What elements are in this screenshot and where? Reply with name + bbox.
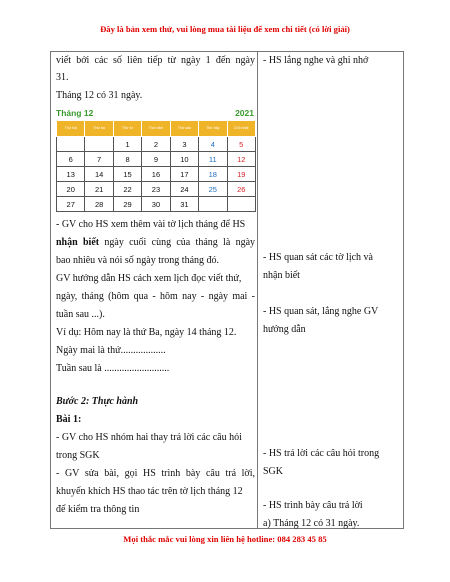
calendar-week-row [57,137,256,152]
calendar-day-cell: 27 [57,197,85,212]
calendar-day-cell: 17 [170,167,198,182]
calendar-day-cell: 19 [227,167,255,182]
text-line: viết bởi các số liên tiếp từ ngày 1 đến ngày [56,55,255,66]
calendar-weekday-header: Thứ hai [57,121,85,137]
text-line: GV hướng dẫn HS cách xem lịch đọc viết thứ, [56,273,242,284]
text-line: bao nhiêu và nói số ngày trong tháng đó. [56,255,220,266]
calendar-day-cell [85,137,113,152]
calendar-day-cell: 26 [227,182,255,197]
text-line: Tháng 12 có 31 ngày. [56,90,143,101]
calendar-day-cell: 31 [170,197,198,212]
calendar-day-cell: 24 [170,182,198,197]
calendar-day-cell: 13 [57,167,85,182]
calendar-day-cell: 28 [85,197,113,212]
calendar-day-cell: 12 [227,152,255,167]
calendar-day-cell: 4 [199,137,227,152]
text-line: Tuần sau là .......................... [56,363,170,374]
calendar-day-cell: 1 [113,137,141,152]
calendar-day-cell [227,197,255,212]
calendar-day-cell: 2 [142,137,170,152]
text-line: a) Tháng 12 có 31 ngày. [263,518,360,529]
text-line: ngày, tháng (hôm qua - hôm nay - ngày mai - [56,291,255,302]
text-line: hướng dẫn [263,324,306,335]
text-line: Ngày mai là thứ.................. [56,345,166,356]
calendar-day-cell: 20 [57,182,85,197]
text-line: khuyến khích HS thao tác trên tờ lịch tháng 12 [56,486,243,497]
text-line: Ví dụ: Hôm nay là thứ Ba, ngày 14 tháng 12. [56,327,237,338]
calendar-day-cell: 3 [170,137,198,152]
text-line: - GV cho HS xem thêm vài tờ lịch tháng để HS [56,219,246,230]
preview-banner: Đây là bản xem thử, vui lòng mua tài liệu để xem chi tiết (có lời giải) [100,24,350,34]
text-line: - HS quan sát các tờ lịch và [263,252,373,263]
calendar-day-cell: 15 [113,167,141,182]
calendar-day-cell [199,197,227,212]
calendar-day-cell: 5 [227,137,255,152]
lesson-table [50,51,404,529]
calendar-day-cell: 6 [57,152,85,167]
text-line: SGK [263,466,284,477]
calendar-day-cell: 25 [199,182,227,197]
calendar-day-cell [57,137,85,152]
calendar-day-cell: 14 [85,167,113,182]
text-line: để kiểm tra thông tin [56,504,140,515]
calendar-day-cell: 9 [142,152,170,167]
calendar-year-label: 2021 [235,108,254,118]
calendar-december [56,108,256,212]
calendar-day-cell: 23 [142,182,170,197]
calendar-day-cell: 11 [199,152,227,167]
exercise-heading: Bài 1: [56,414,82,425]
hotline-banner: Mọi thắc mắc vui lòng xin liên hệ hotline: 084 283 45 85 [123,534,327,544]
text-line: - HS trình bày câu trả lời [263,500,363,511]
calendar-day-cell: 7 [85,152,113,167]
text-line: - HS lắng nghe và ghi nhớ [263,55,369,66]
calendar-weekday-header: Thứ bảy [199,121,227,137]
text-line: - GV cho HS nhóm hai thay trả lời các câu hỏi [56,432,242,443]
calendar-week-row [57,197,256,212]
calendar-day-cell: 21 [85,182,113,197]
calendar-weekday-header: Thứ năm [142,121,170,137]
calendar-weekday-header: Thứ ba [85,121,113,137]
text-line: nhận biết [263,270,300,281]
calendar-day-cell: 22 [113,182,141,197]
calendar-week-row [57,167,256,182]
calendar-month-label: Tháng 12 [56,108,94,118]
text-line: trong SGK [56,450,100,461]
calendar-grid [56,120,256,212]
calendar-day-cell: 8 [113,152,141,167]
calendar-day-cell: 29 [113,197,141,212]
calendar-weekday-header: Thứ tư [113,121,141,137]
text-line: tuần sau ...). [56,309,105,320]
text-line: - HS quan sát, lắng nghe GV [263,306,379,317]
step-heading: Bước 2: Thực hành [56,396,139,407]
text-line: 31. [56,72,69,83]
text-line: - HS trả lời các câu hỏi trong [263,448,380,459]
calendar-day-cell: 10 [170,152,198,167]
student-activity-column [258,52,404,529]
calendar-day-cell: 30 [142,197,170,212]
calendar-day-cell: 16 [142,167,170,182]
calendar-weekday-header: Chủ nhật [227,121,255,137]
teacher-activity-column [51,52,258,529]
text-line: - GV sửa bài, gọi HS trình bày câu trả lời, [56,468,255,479]
text-line [56,237,255,249]
calendar-week-row [57,182,256,197]
text-fragment: ngày cuối cùng của tháng là ngày [99,237,256,248]
calendar-day-cell: 18 [199,167,227,182]
bold-term: nhận biết [56,237,100,248]
calendar-week-row [57,152,256,167]
calendar-weekday-header: Thứ sáu [170,121,198,137]
